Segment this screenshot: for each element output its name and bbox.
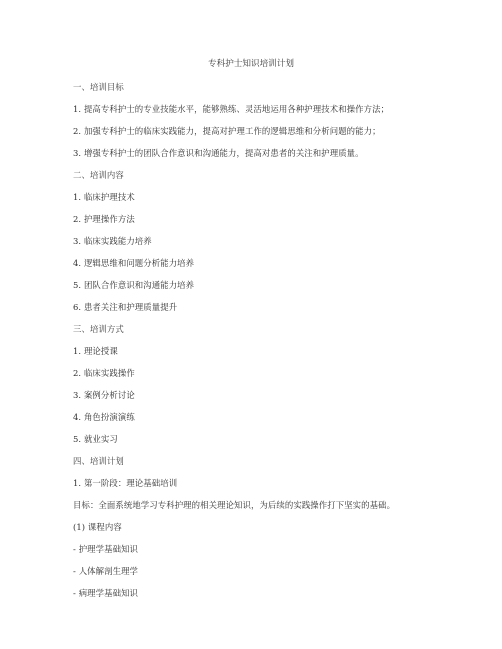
- content-item-4: 4. 逻辑思维和问题分析能力培养: [73, 258, 195, 268]
- document-title: 专科护士知识培训计划: [208, 59, 294, 69]
- section-heading-content: 二、培训内容: [73, 170, 124, 180]
- content-item-1: 1. 临床护理技术: [73, 192, 135, 202]
- plan-course-heading: (1) 课程内容: [73, 522, 122, 532]
- content-item-5: 5. 团队合作意识和沟通能力培养: [73, 280, 195, 290]
- section-heading-methods: 三、培训方式: [73, 324, 124, 334]
- goal-item-2: 2. 加强专科护士的临床实践能力，提高对护理工作的逻辑思维和分析问题的能力；: [73, 126, 381, 136]
- content-item-6: 6. 患者关注和护理质量提升: [73, 302, 178, 312]
- method-item-4: 4. 角色扮演演练: [73, 412, 135, 422]
- goal-item-3: 3. 增强专科护士的团队合作意识和沟通能力，提高对患者的关注和护理质量。: [73, 148, 364, 158]
- section-heading-goals: 一、培训目标: [73, 82, 124, 92]
- plan-phase-1-goal: 目标：全面系统地学习专科护理的相关理论知识，为后续的实践操作打下坚实的基础。: [73, 500, 396, 510]
- plan-phase-1: 1. 第一阶段：理论基础培训: [73, 478, 178, 488]
- method-item-1: 1. 理论授课: [73, 346, 118, 356]
- course-item-1: - 护理学基础知识: [73, 544, 139, 554]
- goal-item-1: 1. 提高专科护士的专业技能水平，能够熟练、灵活地运用各种护理技术和操作方法；: [73, 104, 390, 114]
- method-item-3: 3. 案例分析讨论: [73, 390, 135, 400]
- content-item-2: 2. 护理操作方法: [73, 214, 135, 224]
- content-item-3: 3. 临床实践能力培养: [73, 236, 152, 246]
- method-item-5: 5. 就业实习: [73, 434, 118, 444]
- course-item-2: - 人体解剖生理学: [73, 566, 139, 576]
- section-heading-plan: 四、培训计划: [73, 456, 124, 466]
- method-item-2: 2. 临床实践操作: [73, 368, 135, 378]
- course-item-3: - 病理学基础知识: [73, 588, 139, 598]
